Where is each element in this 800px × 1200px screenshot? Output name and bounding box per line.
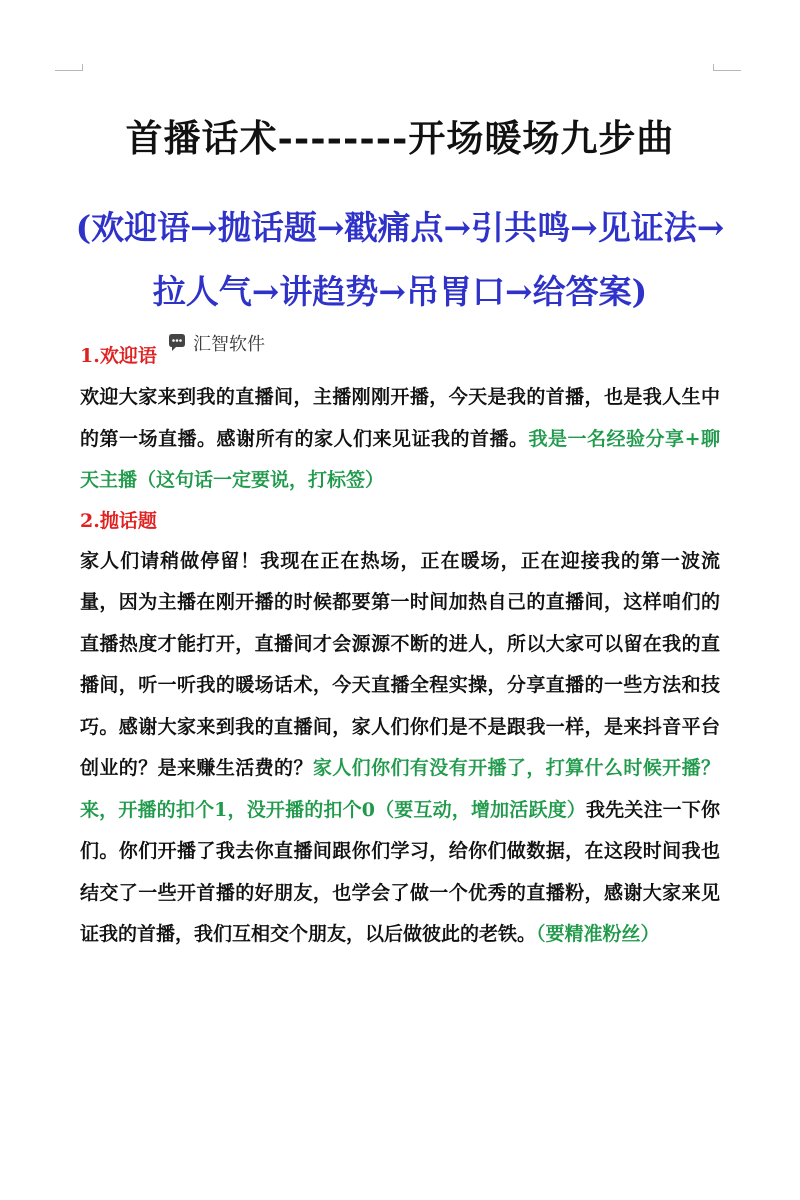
page-corner-mark-left [55, 70, 83, 71]
section-paragraph-topic [80, 541, 720, 956]
section-heading-topic: 2.抛话题 [80, 509, 157, 532]
chat-bubble-icon [165, 331, 189, 355]
paragraph-text: 我先关注一下你们。你们开播了我去你直播间跟你们学习，给你们做数据，在这段时间我也结交了一些开首播的好朋友，也学会了做一个优秀的直播粉，感谢大家来见证我的首播，我们互相交个朋友，以后做彼此的老铁。 [80, 798, 720, 945]
document-body [80, 338, 720, 956]
highlight-text: 我是一名经验分享+聊天主播（这句话一定要说，打标签） [80, 427, 720, 491]
document-title: 首播话术--------开场暖场九步曲 [125, 116, 675, 160]
section-paragraph-welcome [80, 377, 720, 502]
watermark-text: 汇智软件 [193, 334, 265, 355]
paragraph-text: 家人们请稍做停留！我现在正在热场，正在暖场，正在迎接我的第一波流量，因为主播在刚开播的时候都要第一时间加热自己的直播间，这样咱们的直播热度才能打开，直播间才会源源不断的进人，所以大家可以留在我的直播间，听一听我的暖场话术，今天直播全程实操，分享直播的一些方法和技巧。感谢大家来到我的直播间，家人们你们是不是跟我一样，是来抖音平台创业的？是来赚生活费的？ [80, 549, 720, 779]
highlight-text: 家人们你们有没有开播了，打算什么时候开播？来，开播的扣个1，没开播的扣个0（要互动，增加活跃度） [80, 757, 720, 821]
highlight-text: （要精准粉丝） [536, 923, 660, 945]
document-subtitle: (欢迎语→抛话题→戳痛点→引共鸣→见证法→拉人气→讲趋势→吊胃口→给答案) [75, 208, 725, 311]
watermark [165, 330, 265, 356]
section-heading-welcome: 1.欢迎语 [80, 345, 157, 367]
paragraph-text: 欢迎大家来到我的直播间，主播刚刚开播，今天是我的首播，也是我人生中的第一场直播。感谢所有的家人们来见证我的首播。 [80, 386, 720, 450]
page-corner-mark-right [713, 70, 741, 71]
